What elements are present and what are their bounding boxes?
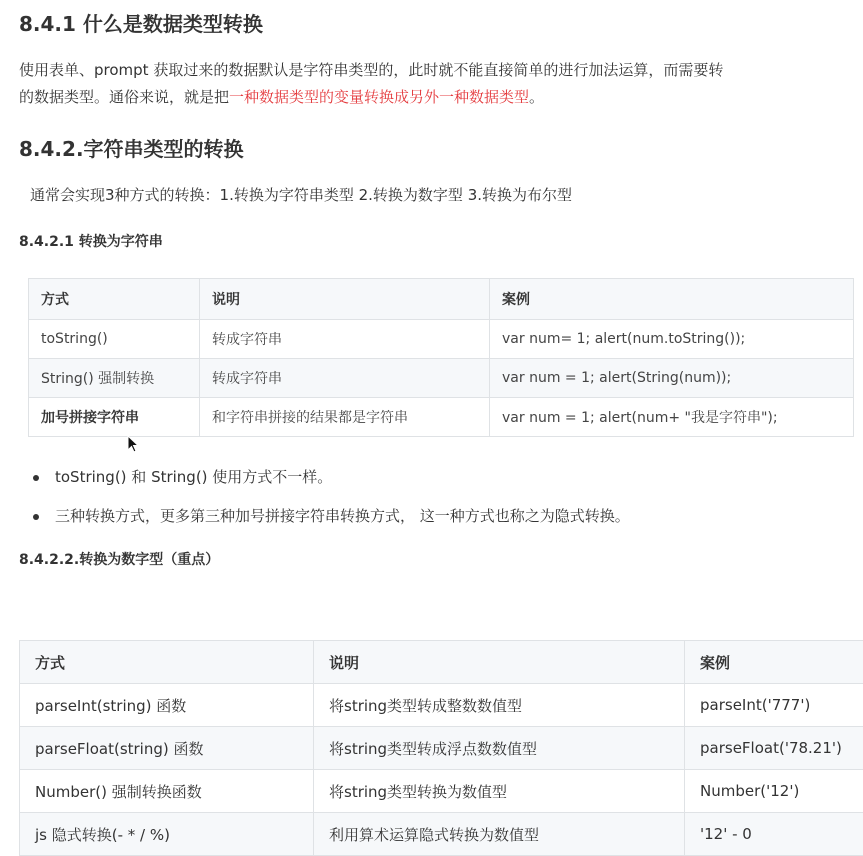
conversion-methods-text: 通常会实现3种方式的转换：1.转换为字符串类型 2.转换为数字型 3.转换为布尔型	[30, 184, 572, 205]
bullet-item	[33, 466, 332, 487]
table-cell-description: 转成字符串	[200, 359, 490, 398]
table-row	[20, 727, 863, 770]
to-number-table	[19, 640, 863, 856]
table-row	[29, 398, 854, 437]
table-header-example: 案例	[685, 641, 863, 684]
mouse-cursor-icon	[127, 435, 141, 455]
table-header-description: 说明	[314, 641, 685, 684]
table-cell-description: 转成字符串	[200, 320, 490, 359]
table-row	[29, 320, 854, 359]
table-cell-method: parseInt(string) 函数	[20, 684, 314, 727]
table-cell-method: js 隐式转换(- * / %)	[20, 813, 314, 856]
to-string-table	[28, 278, 854, 437]
bullet-text: 三种转换方式，更多第三种加号拼接字符串转换方式， 这一种方式也称之为隐式转换。	[55, 507, 630, 525]
table-header-example: 案例	[490, 279, 854, 320]
table-cell-example: var num= 1; alert(num.toString());	[490, 320, 854, 359]
table-cell-method: toString()	[29, 320, 200, 359]
section-heading-8-4-2: 8.4.2.字符串类型的转换	[19, 133, 244, 162]
table-row	[20, 684, 863, 727]
table-cell-description: 将string类型转成浮点数数值型	[314, 727, 685, 770]
table-row	[20, 770, 863, 813]
table-cell-example: '12' - 0	[685, 813, 863, 856]
section-heading-8-4-2-2: 8.4.2.2.转换为数字型（重点）	[19, 549, 219, 569]
intro-line-2	[19, 86, 544, 107]
table-cell-method: String() 强制转换	[29, 359, 200, 398]
table-cell-method: parseFloat(string) 函数	[20, 727, 314, 770]
intro-line-1: 使用表单、prompt 获取过来的数据默认是字符串类型的，此时就不能直接简单的进行加法运算，而需要转	[19, 59, 723, 80]
bullet-dot-icon	[33, 475, 39, 481]
table-header-method: 方式	[29, 279, 200, 320]
table-header-row	[20, 641, 863, 684]
intro-line-2-suffix: 。	[529, 88, 544, 106]
section-heading-8-4-1: 8.4.1 什么是数据类型转换	[19, 8, 263, 37]
intro-highlight: 一种数据类型的变量转换成另外一种数据类型	[229, 88, 529, 106]
table-header-row	[29, 279, 854, 320]
table-cell-example: Number('12')	[685, 770, 863, 813]
bullet-text: toString() 和 String() 使用方式不一样。	[55, 468, 332, 486]
bullet-item	[33, 505, 630, 526]
table-cell-method: 加号拼接字符串	[29, 398, 200, 437]
table-cell-example: var num = 1; alert(num+ "我是字符串");	[490, 398, 854, 437]
table-header-description: 说明	[200, 279, 490, 320]
table-row	[20, 813, 863, 856]
table-cell-example: parseInt('777')	[685, 684, 863, 727]
table-cell-description: 将string类型转成整数数值型	[314, 684, 685, 727]
table-cell-method: Number() 强制转换函数	[20, 770, 314, 813]
table-cell-example: var num = 1; alert(String(num));	[490, 359, 854, 398]
table-cell-example: parseFloat('78.21')	[685, 727, 863, 770]
table-header-method: 方式	[20, 641, 314, 684]
table-row	[29, 359, 854, 398]
bullet-dot-icon	[33, 514, 39, 520]
intro-line-2-prefix: 的数据类型。通俗来说，就是把	[19, 88, 229, 106]
table-cell-description: 和字符串拼接的结果都是字符串	[200, 398, 490, 437]
table-cell-description: 将string类型转换为数值型	[314, 770, 685, 813]
section-heading-8-4-2-1: 8.4.2.1 转换为字符串	[19, 231, 163, 251]
table-cell-description: 利用算术运算隐式转换为数值型	[314, 813, 685, 856]
